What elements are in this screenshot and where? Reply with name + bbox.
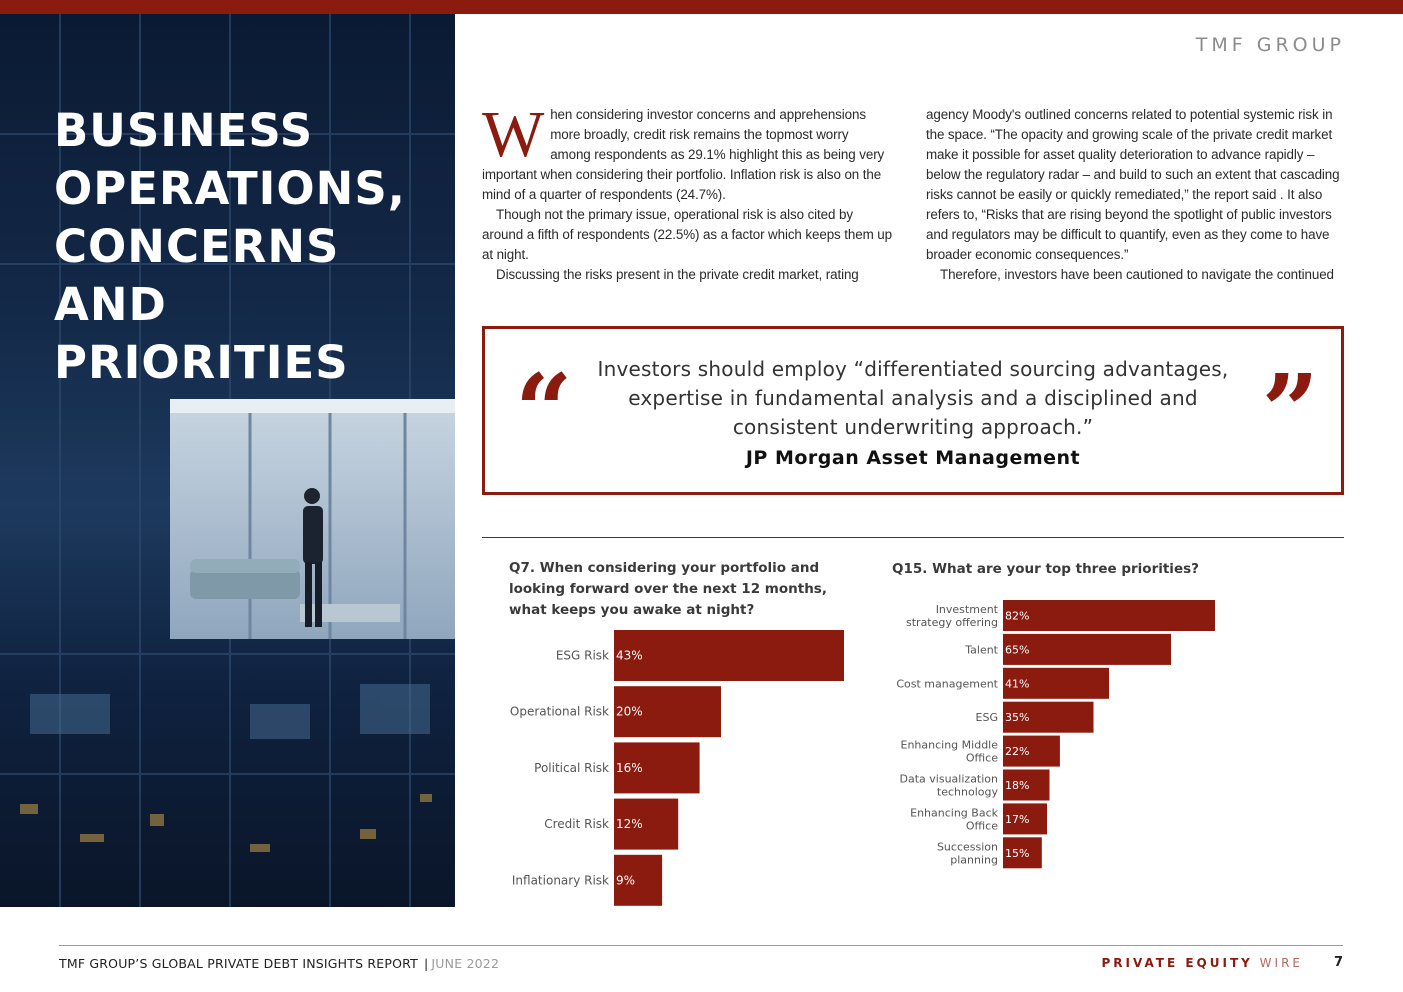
footer-report-info [59,956,499,971]
data-label: 82% [1005,609,1030,623]
category-label: strategy offering [906,616,998,629]
chart-title-q15: Q15. What are your top three priorities? [892,561,1199,577]
report-name: TMF GROUP’S GLOBAL PRIVATE DEBT INSIGHTS REPORT [59,956,418,971]
report-date: JUNE 2022 [431,956,500,971]
data-label: 35% [1005,711,1030,725]
article-paragraph: Therefore, investors have been cautioned to navigate the continued [940,267,1334,282]
title-line: AND [54,278,167,331]
chart-bar [1003,600,1215,631]
category-label: Office [965,751,998,765]
data-label: 12% [616,817,643,832]
brand-logo-text: TMF GROUP [1195,34,1345,56]
category-label: Succession [936,840,998,854]
article-paragraph: Discussing the risks present in the private credit market, rating [496,267,859,282]
category-label: Talent [965,643,998,657]
category-label: Office [965,819,998,833]
category-label: Investment [935,603,998,616]
publisher-name: PRIVATE EQUITY [1101,956,1253,970]
article-paragraph: Though not the primary issue, operational risk is also cited by around a fifth of respondents (22.5%) as a factor which keeps them up at night. [482,207,892,262]
data-label: 17% [1005,812,1030,826]
paragraph-text: hen considering investor concerns and apprehensions more broadly, credit risk remains the topmost worry among respondents as 29.1% highlight this as being very important when considering their portfolio. Inflation risk is also on the mind of a quarter of respondents (24.7%). [482,107,885,202]
data-label: 22% [1005,745,1030,759]
title-line: BUSINESS [54,104,314,157]
title-line: OPERATIONS, [54,162,406,215]
category-label: Credit Risk [544,817,609,832]
category-label: Enhancing Back [910,806,998,820]
data-label: 9% [616,873,636,888]
data-label: 15% [1005,846,1030,860]
data-label: 41% [1005,677,1030,691]
title-line: PRIORITIES [54,336,349,389]
open-quote-icon: “ [515,352,573,470]
category-label: Cost management [896,677,998,691]
title-line: CONCERNS [54,220,340,273]
quote-text: Investors should employ “differentiated sourcing advantages, expertise in fundamental analysis and a disciplined and consistent underwriting approach.” [597,357,1229,439]
category-label: planning [950,853,998,867]
data-label: 20% [616,704,643,719]
category-label: ESG Risk [555,648,609,663]
article-paragraph: agency Moody's outlined concerns related to potential systemic risk in the space. “The opacity and growing scale of the private credit market make it possible for asset quality deterioration to advance rapidly – below the regulatory radar – and build to such an extent that cascading risks cannot be easily or quickly remediated,” the report said . It also refers to, “Risks that are rising beyond the spotlight of public investors and regulators may be difficult to quantify, even as they come to have broader economic consequences.” [926,107,1340,262]
category-label: Political Risk [534,760,609,775]
category-label: Operational Risk [509,704,609,719]
publisher-logo [1101,956,1303,970]
category-label: Inflationary Risk [511,873,609,888]
category-label: technology [936,785,998,799]
footer-divider [59,945,1343,946]
data-label: 16% [616,760,643,775]
quote-source: JP Morgan Asset Management [745,447,1081,469]
drop-cap: W [482,98,545,171]
category-label: Data visualization [899,772,998,786]
data-label: 18% [1005,779,1030,792]
chart-title-q7: Q7. When considering your portfolio and looking forward over the next 12 months, what keeps you awake at night? [509,560,827,618]
data-label: 43% [616,648,643,663]
close-quote-icon: ” [1261,352,1319,470]
footer-separator: | [424,956,429,971]
data-label: 65% [1005,643,1030,657]
publisher-name-light: WIRE [1259,956,1303,970]
page-number: 7 [1333,955,1343,970]
category-label: Enhancing Middle [900,738,998,752]
category-label: ESG [975,711,998,725]
